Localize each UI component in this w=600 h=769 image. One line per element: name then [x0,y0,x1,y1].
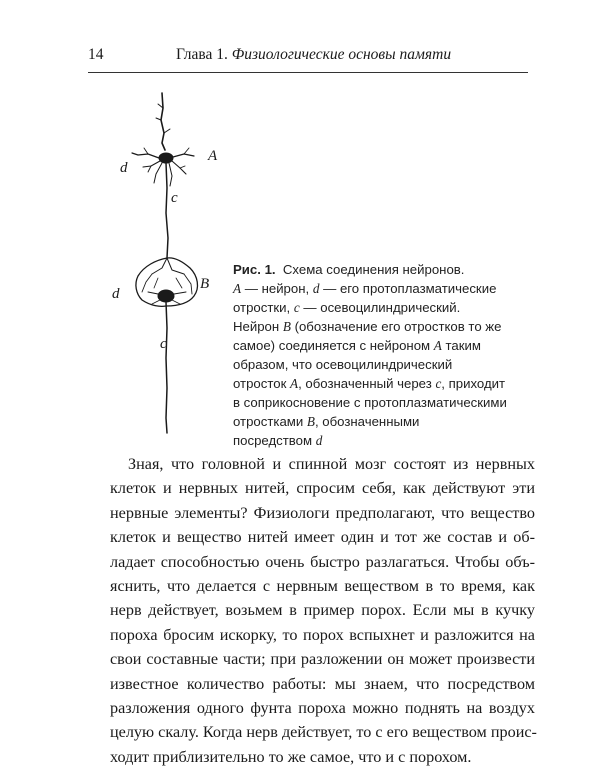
body-line: свои составные части; при разложении он может произвести [110,650,535,669]
caption-text: (обозначение его отростков то же [290,319,502,334]
caption-text: самое) соединяется с нейроном [233,338,434,353]
caption-text: отростки, [233,300,294,315]
label-d-lower: d [112,286,120,302]
caption-text: посредством [233,433,316,448]
body-line: нервные элементы? Физиологи предполагают, что вещество [110,503,535,522]
caption-var: A [233,281,242,296]
caption-text: в соприкосновение с протоплазматическими [233,395,507,410]
caption-var: c [435,376,442,391]
caption-var: c [293,300,300,315]
caption-var: d [315,433,323,448]
caption-text: — нейрон, [241,281,313,296]
body-line: клеток и нервных нитей, спросим себя, как действуют эти [110,479,535,498]
body-line: яснить, что делается с нервным веществом в то время, как [110,576,535,595]
body-paragraph [110,452,535,769]
body-line: клеток и вещество нитей имеет один и тот же состав и об- [110,528,535,547]
caption-var: d [312,281,320,296]
body-line: разложения одного фунта пороха можно поднять на воздух [110,698,535,717]
neuron-b [136,258,198,433]
body-line: пороха бросим искорку, то порох вспыхнет и разложится на [110,625,535,644]
page-number: 14 [88,46,104,63]
header-rule [88,72,528,73]
caption-text: Схема соединения нейронов. [282,262,465,277]
body-line: ходит приблизительно то же самое, что и с порохом. [110,747,472,766]
chapter-heading [176,46,451,64]
running-header [88,46,528,68]
label-a: A [208,148,218,164]
caption-var: A [433,338,442,353]
label-c-upper: c [171,190,178,206]
body-line: нерв действует, возьмем в пример порох. Если мы в кучку [110,601,535,620]
caption-text: образом, что осевоцилиндрический [233,357,453,372]
caption-text: , обозначенный через [298,376,436,391]
label-b: B [200,276,210,292]
caption-text: Нейрон [233,319,283,334]
caption-var: B [306,414,315,429]
body-line: Зная, что головной и спинной мозг состоят из нервных [128,455,535,473]
caption-var: A [290,376,299,391]
caption-text: таким [441,338,481,353]
body-line: ладает способностью очень быстро разлагаться. Чтобы объ- [110,552,535,571]
body-line: целую скалу. Когда нерв действует, то с его веществом проис- [110,723,537,742]
caption-text: , приходит [441,376,506,391]
caption-text: отросток [233,376,291,391]
caption-text: — осевоцилиндрический. [299,300,461,315]
figure-caption [233,260,523,450]
neuron-diagram [96,88,246,438]
caption-var: B [282,319,291,334]
chapter-title: Физиологические основы памяти [231,46,452,63]
label-d-upper: d [120,160,128,176]
caption-text: отростками [233,414,307,429]
chapter-number: Глава 1. [176,46,228,63]
label-c-lower: c [160,336,167,352]
caption-text: — его протоплазматические [319,281,497,296]
caption-text: , обозначенными [314,414,420,429]
neuron-a [132,93,194,258]
caption-label: Рис. 1. [233,262,276,277]
body-line: известное количество работы: мы знаем, что посредством [110,674,535,693]
